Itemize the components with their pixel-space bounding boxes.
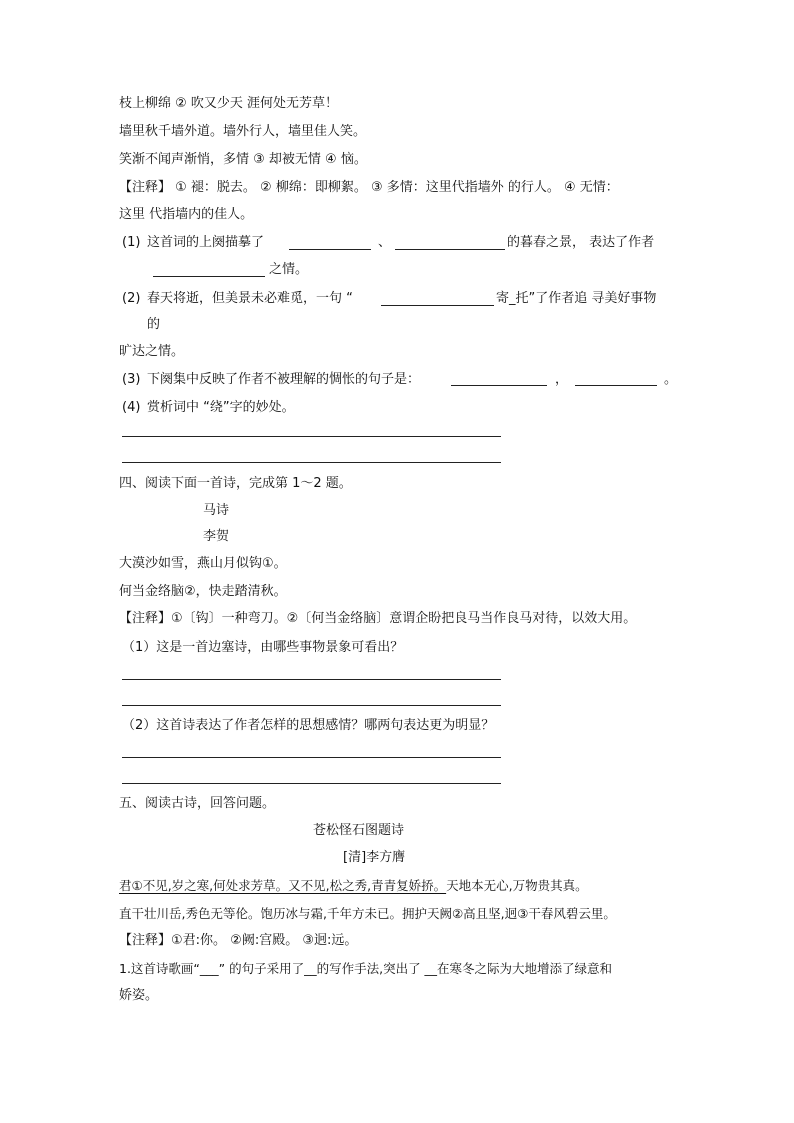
poem-line: 墙里秋千墙外道。墙外行人，墙里佳人笑。 [119, 124, 367, 139]
question-number: (4) [122, 400, 141, 415]
question-number: (2) [122, 291, 141, 306]
answer-line[interactable] [122, 757, 501, 758]
poem-author: 李贺 [203, 529, 230, 544]
notes-text: 【注释】①〔钩〕一种弯刀。②〔何当金络脑〕意谓企盼把良马当作良马对待，以效大用。 [119, 611, 637, 626]
poem-line: 大漠沙如雪，燕山月似钩①。 [119, 556, 287, 571]
section-heading: 五、阅读古诗，回答问题。 [119, 796, 276, 811]
poem-line: 枝上柳绵 ② 吹又少天 涯何处无芳草！ [119, 96, 339, 111]
question-text: 之情。 [269, 262, 309, 277]
question-number: (1) [122, 235, 141, 250]
question-text: 寄_托”了作者追 寻美好事物 [496, 291, 657, 306]
question-text: （2）这首诗表达了作者怎样的思想感情？哪两句表达更为明显？ [122, 718, 495, 733]
answer-line[interactable] [122, 436, 501, 437]
question-text: 。 [664, 372, 678, 387]
notes-text: 【注释】 ① 褪：脱去。 ② 柳绵：即柳絮。 ③ 多情：这里代指墙外 的行人。 ④ 无情： [119, 180, 619, 195]
question-text: 、 [378, 235, 392, 250]
poem-line [119, 877, 588, 895]
question-text: 春天将逝，但美景未必难觅，一句 “ [147, 291, 353, 306]
poem-title: 马诗 [203, 503, 230, 518]
question-text: 娇姿。 [119, 988, 159, 1003]
answer-blank[interactable] [451, 385, 547, 386]
question-text: 这首词的上阕描摹了 [147, 235, 265, 250]
underlined-verse: 君①不见,岁之寒,何处求芳草。又不见,松之秀,青青复娇挢。 [119, 878, 447, 893]
answer-line[interactable] [122, 705, 501, 706]
answer-blank[interactable] [381, 305, 494, 306]
answer-line[interactable] [122, 679, 501, 680]
notes-text: 【注释】①君:你。 ②阙:宫殿。 ③迥:远。 [119, 933, 358, 948]
answer-blank[interactable] [153, 276, 265, 277]
section-heading: 四、阅读下面一首诗，完成第 1～2 题。 [119, 476, 352, 491]
question-text: 赏析词中 “绕”字的妙处。 [147, 400, 295, 415]
verse-continuation: 天地本无心,万物贵其真。 [446, 878, 588, 893]
answer-blank[interactable] [395, 249, 505, 250]
answer-line[interactable] [122, 462, 501, 463]
answer-line[interactable] [122, 783, 501, 784]
answer-blank[interactable] [575, 385, 657, 386]
poem-line: 笑渐不闻声渐悄，多情 ③ 却被无情 ④ 恼。 [119, 152, 367, 167]
question-text: 的 [147, 317, 161, 332]
question-text: 下阕集中反映了作者不被理解的惆怅的句子是： [147, 372, 421, 387]
question-text: 的暮春之景， 表达了作者 [507, 235, 655, 250]
question-text: 旷达之情。 [119, 344, 185, 359]
question-text: 1.这首诗歌画“___” 的句子采用了__的写作手法,突出了 __在寒冬之际为大地增添了绿意和 [119, 961, 613, 976]
answer-blank[interactable] [289, 249, 371, 250]
question-text: ， [555, 372, 569, 387]
poem-title: 苍松怪石图题诗 [313, 823, 405, 838]
notes-text: 这里 代指墙内的佳人。 [119, 207, 254, 222]
question-number: (3) [122, 372, 141, 387]
poem-author: [清]李方膺 [343, 850, 406, 865]
question-text: （1）这是一首边塞诗，由哪些事物景象可看出？ [122, 640, 404, 655]
poem-line: 直干壮川岳,秀色无等伦。饱历冰与霜,千年方未已。拥护天阙②高且坚,迥③干春风碧云里。 [119, 906, 616, 921]
poem-line: 何当金络脑②，快走踏清秋。 [119, 584, 287, 599]
